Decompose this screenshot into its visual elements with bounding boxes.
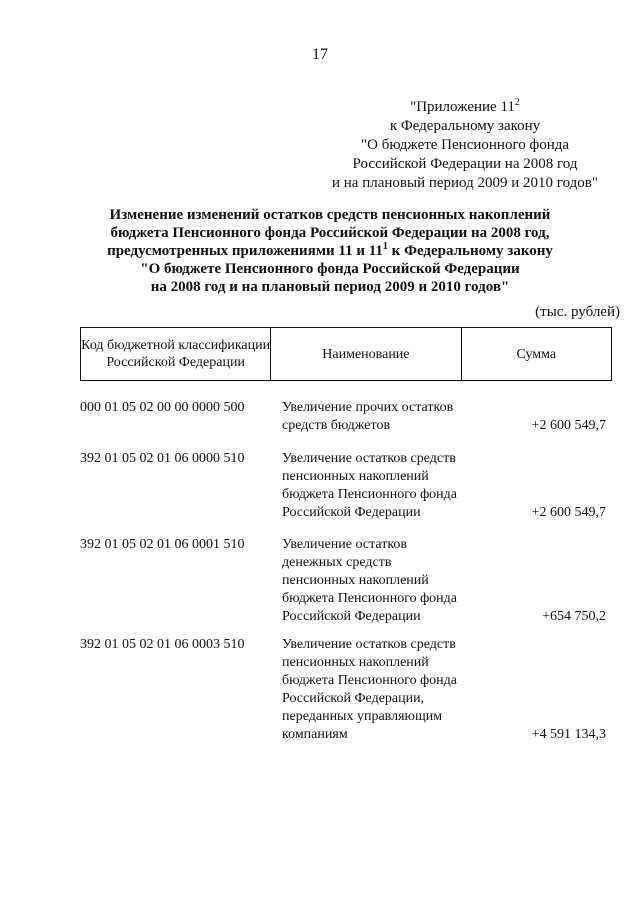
row-name: Увеличение прочих остатков средств бюджетов (282, 400, 454, 433)
title-line-4: "О бюджете Пенсионного фонда Российской Федерации (140, 261, 520, 277)
row-code: 392 01 05 02 01 06 0003 510 (80, 637, 245, 652)
title-line-2: бюджета Пенсионного фонда Российской Федерации на 2008 год, (110, 225, 550, 241)
document-title (40, 206, 620, 296)
row-sum: +2 600 549,7 (531, 505, 606, 520)
row-sum: +654 750,2 (542, 609, 606, 624)
appendix-line-5: и на плановый период 2009 и 2010 годов" (332, 175, 598, 191)
header-code: Код бюджетной классификации Российской Федерации (81, 328, 271, 380)
appendix-line-4: Российской Федерации на 2008 год (352, 156, 578, 172)
appendix-line-3: "О бюджете Пенсионного фонда (360, 137, 570, 153)
row-name: Увеличение остатков средств пенсионных накоплений бюджета Пенсионного фонда Российской Федерации, переданных управляющим компаниям (282, 637, 457, 742)
table-header (80, 327, 612, 381)
page-number: 17 (312, 46, 328, 63)
title-line-1: Изменение изменений остатков средств пенсионных накоплений (109, 207, 551, 223)
row-sum: +2 600 549,7 (531, 418, 606, 433)
units-label: (тыс. рублей) (535, 304, 620, 320)
title-line-3: предусмотренных приложениями 11 и $11^1$ к Федеральному закону (107, 241, 553, 259)
title-line-5: на 2008 год и на плановый период 2009 и 2010 годов" (150, 279, 510, 295)
appendix-line-1: "Приложение $11^2$ (410, 97, 520, 115)
header-sum: Сумма (516, 346, 557, 362)
row-code: 392 01 05 02 01 06 0001 510 (80, 537, 245, 552)
row-code: 392 01 05 02 01 06 0000 510 (80, 451, 245, 466)
appendix-reference (300, 98, 630, 193)
header-name: Наименование (271, 328, 461, 380)
row-code: 000 01 05 02 00 00 0000 500 (80, 400, 245, 415)
row-name: Увеличение остатков денежных средств пенсионных накоплений бюджета Пенсионного фонда Российской Федерации (282, 537, 457, 624)
row-sum: +4 591 134,3 (531, 727, 606, 742)
row-name: Увеличение остатков средств пенсионных накоплений бюджета Пенсионного фонда Российской Федерации (282, 451, 457, 520)
appendix-line-2: к Федеральному закону (389, 118, 541, 134)
